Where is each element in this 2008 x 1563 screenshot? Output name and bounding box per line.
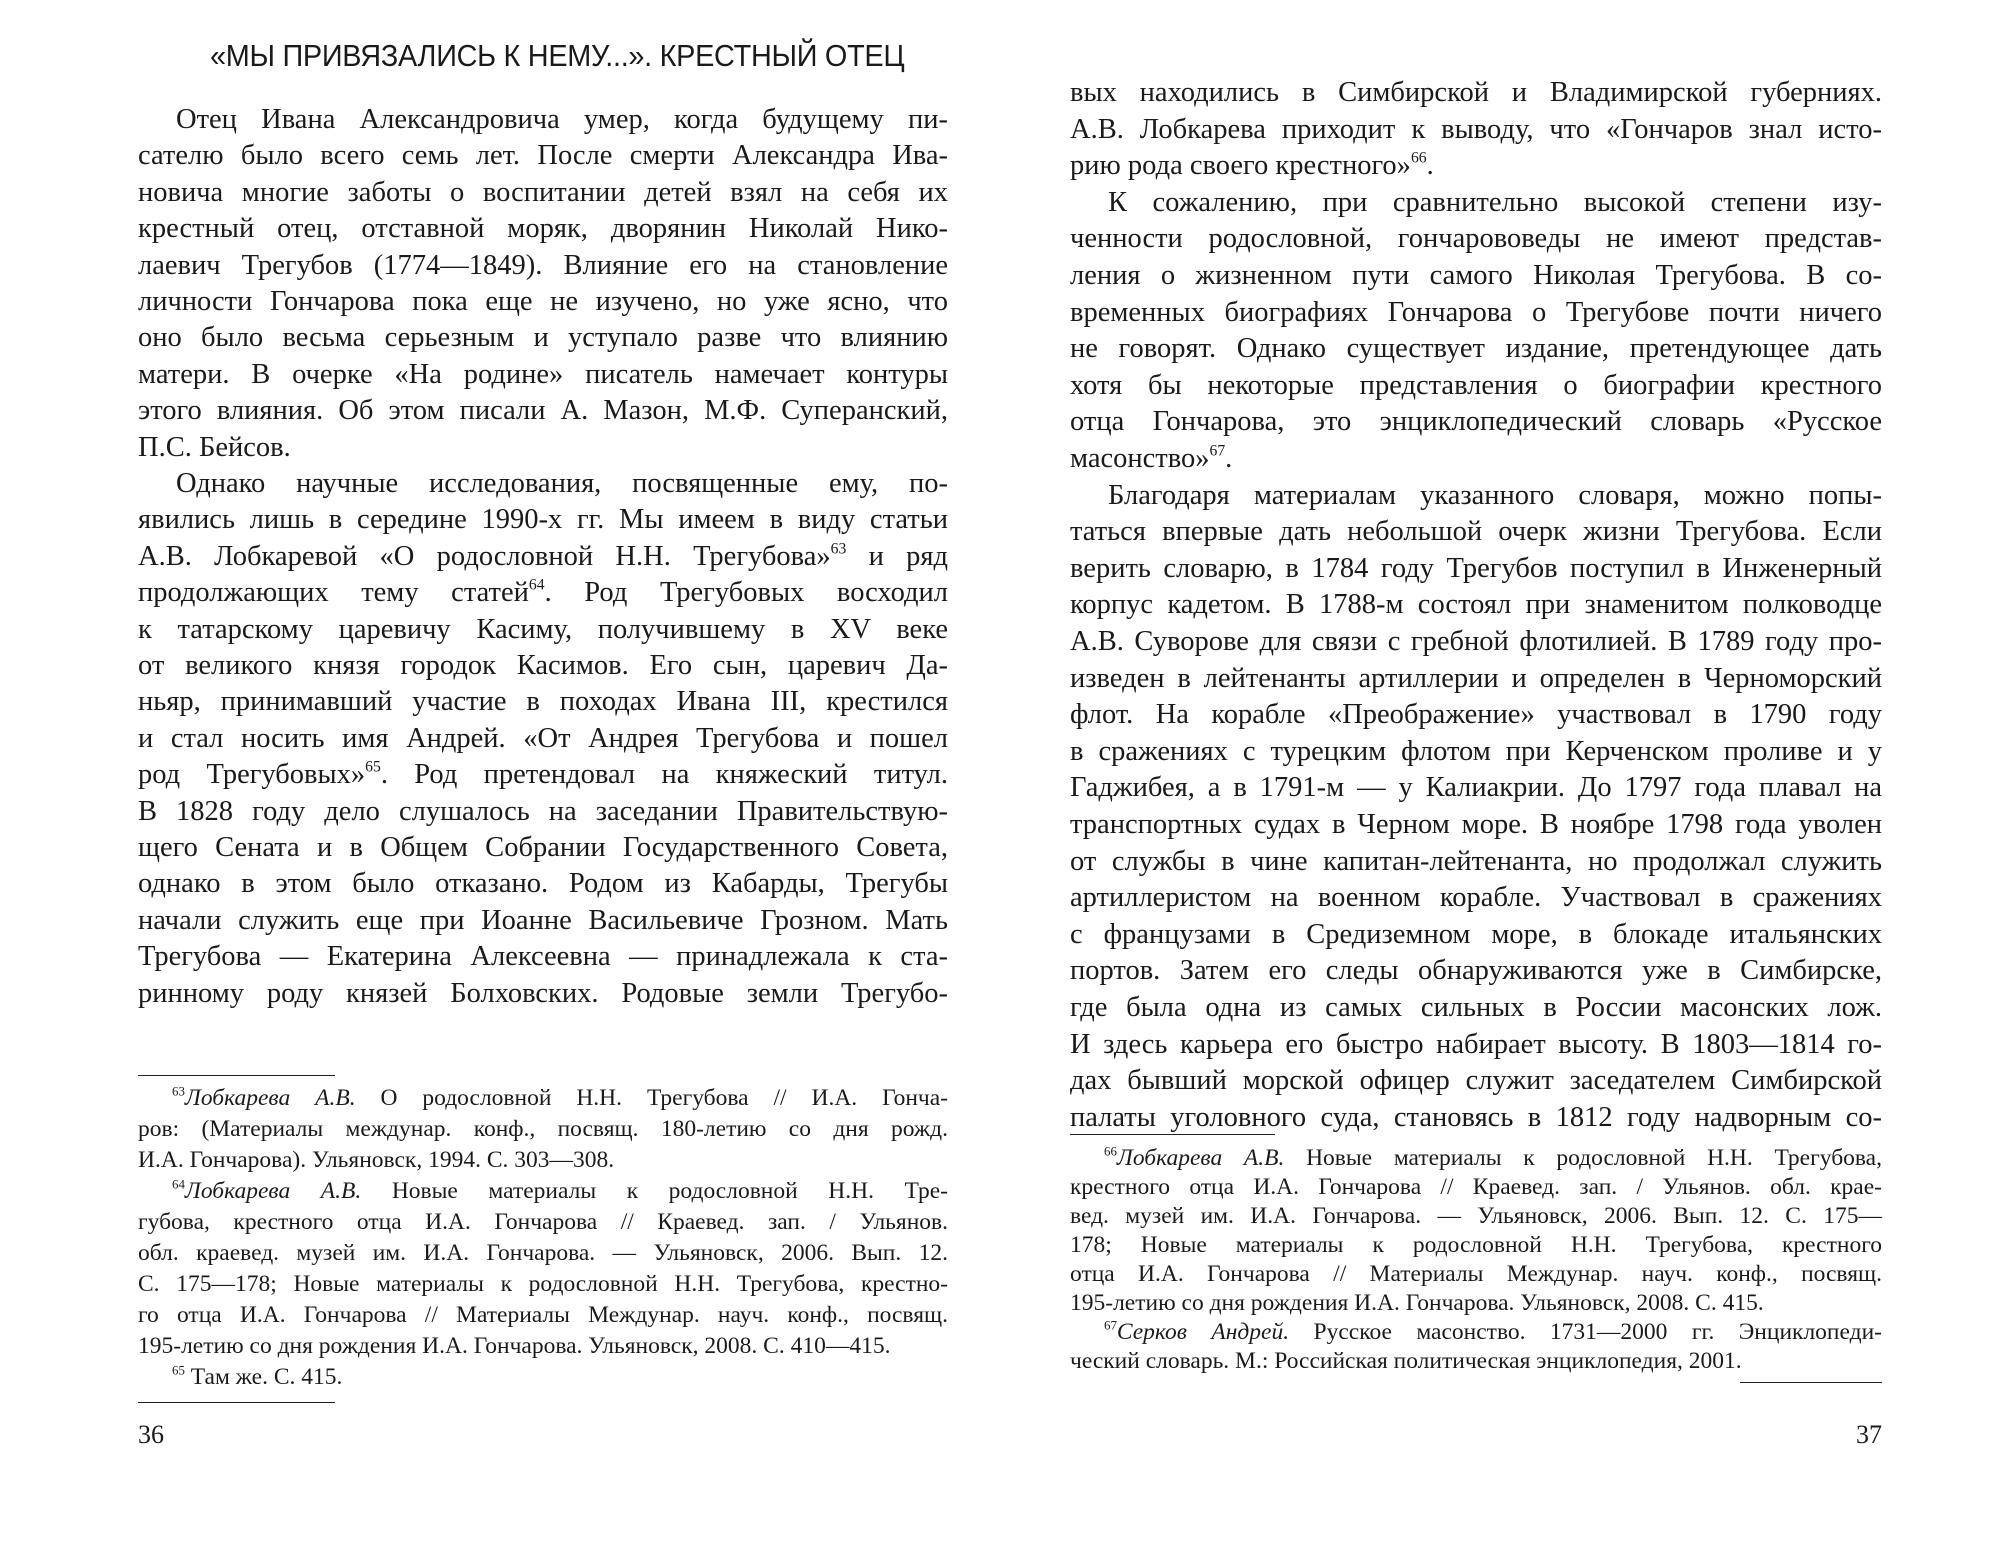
line-text: А.В. Лобкарева приходит к выводу, что «Гончаров знал исто- — [1070, 113, 1882, 145]
body-text-line — [138, 102, 948, 138]
body-text-line — [138, 320, 948, 356]
footnote-text: губова, крестного отца И.А. Гончарова // Краевед. зап. / Ульянов. — [138, 1209, 948, 1235]
footnote-line — [1070, 1230, 1882, 1260]
body-text-line — [138, 612, 948, 648]
body-text-line — [138, 357, 948, 393]
footnote-line — [138, 1083, 948, 1113]
footnote-text: ческий словарь. М.: Российская политическая энциклопедия, 2001. — [1070, 1348, 1742, 1374]
footnote-line — [138, 1362, 948, 1392]
footnote-line — [1070, 1346, 1882, 1376]
bottom-rule — [1740, 1382, 1882, 1383]
body-text-line — [138, 211, 948, 247]
line-text: портов. Затем его следы обнаруживаются уже в Симбирске, — [1070, 955, 1882, 987]
body-text-line — [1070, 1063, 1882, 1099]
footnote-line — [1070, 1259, 1882, 1289]
line-text: . Род Трегубовых восходил — [544, 577, 948, 609]
page-number: 36 — [138, 1420, 164, 1449]
line-text: корпус кадетом. В 1788-м состоял при знаменитом полководце — [1070, 589, 1882, 621]
left-page — [138, 0, 948, 1563]
body-text-line — [138, 248, 948, 284]
body-text-line — [1070, 990, 1882, 1026]
body-text-line — [1070, 770, 1882, 806]
footnote-text: ров: (Материалы междунар. конф., посвящ. 180-летию со дня рожд. — [138, 1116, 948, 1142]
footnote-text: обл. краевед. музей им. И.А. Гончарова. — Ульяновск, 2006. Вып. 12. — [138, 1240, 948, 1266]
body-text-line — [1070, 917, 1882, 953]
body-text-line — [1070, 441, 1882, 477]
line-text: А.В. Суворове для связи с гребной флотилией. В 1789 году про- — [1070, 626, 1882, 657]
line-text: изведен в лейтенанты артиллерии и определен в Черноморский — [1070, 662, 1882, 694]
body-text-line — [138, 684, 948, 720]
body-text-line — [1070, 1027, 1882, 1063]
line-text: и ряд — [846, 540, 948, 572]
body-text-line — [1070, 148, 1882, 184]
body-text-line — [1070, 112, 1882, 148]
footnote-number: 64 — [172, 1176, 185, 1192]
line-text: ченности родословной, гончарововеды не имеют представ- — [1070, 223, 1882, 255]
line-text: транспортных судах в Черном море. В ноябре 1798 года уволен — [1070, 809, 1882, 840]
chapter-title: «МЫ ПРИВЯЗАЛИСЬ К НЕМУ...». КРЕСТНЫЙ ОТЕЦ — [210, 38, 905, 73]
line-text: палаты уголовного суда, становясь в 1812 году надворным со- — [1070, 1101, 1882, 1133]
line-text: личности Гончарова пока еще не изучено, но уже ясно, что — [138, 286, 948, 317]
line-text: этого влияния. Об этом писали А. Мазон, М.Ф. Суперанский, — [138, 395, 948, 427]
line-text: где была одна из самых сильных в России масонских лож. — [1070, 992, 1882, 1023]
footnote-ref: 67 — [1209, 442, 1226, 460]
body-text-line — [1070, 221, 1882, 257]
line-text: флот. На корабле «Преображение» участвовал в 1790 году — [1070, 699, 1882, 731]
body-text-line — [138, 393, 948, 429]
body-text-line — [1070, 295, 1882, 331]
body-text-line — [138, 284, 948, 320]
footnote-line — [138, 1238, 948, 1268]
body-text-line — [1070, 258, 1882, 294]
line-text: в сражениях с турецким флотом при Керченском проливе и у — [1070, 735, 1882, 767]
footnote-author: Лобкарева А.В. — [1116, 1145, 1285, 1171]
line-text: и стал носить имя Андрей. «От Андрея Трегубова и пошел — [138, 722, 948, 754]
body-text-line — [138, 466, 948, 502]
line-text: от службы в чине капитан-лейтенанта, но продолжал служить — [1070, 845, 1882, 877]
footnote-line — [1070, 1317, 1882, 1347]
line-text: Гаджибея, а в 1791-м — у Калиакрии. До 1797 года плавал на — [1070, 772, 1882, 804]
body-text-line — [138, 575, 948, 611]
footnote-line — [1070, 1288, 1882, 1318]
line-text: ньяр, принимавший участие в походах Ивана III, крестился — [138, 686, 948, 718]
body-text-line — [1070, 404, 1882, 440]
line-text: Благодаря материалам указанного словаря, можно попы- — [1108, 479, 1882, 511]
body-text-line — [138, 430, 948, 466]
line-text: К сожалению, при сравнительно высокой степени изу- — [1108, 186, 1882, 218]
line-text: . — [1426, 150, 1434, 182]
body-text-line — [1070, 551, 1882, 587]
line-text: хотя бы некоторые представления о биографии крестного — [1070, 369, 1882, 401]
line-text: таться впервые дать небольшой очерк жизни Трегубова. Если — [1070, 516, 1882, 548]
footnote-ref: 64 — [528, 576, 545, 594]
line-text: масонство» — [1070, 443, 1210, 474]
footnote-line — [138, 1176, 948, 1206]
line-text: щего Сената и в Общем Собрании Государственного Совета, — [138, 832, 948, 863]
body-text-line — [1070, 331, 1882, 367]
body-text-line — [1070, 697, 1882, 733]
footnote-line — [138, 1145, 948, 1175]
line-text: верить словарю, в 1784 году Трегубов поступил в Инженерный — [1070, 552, 1882, 584]
footnote-text: крестного отца И.А. Гончарова // Краевед. зап. / Ульянов. обл. крае- — [1070, 1174, 1882, 1200]
line-text: род Трегубовых» — [138, 759, 366, 791]
body-text-line — [138, 976, 948, 1012]
body-text-line — [138, 794, 948, 830]
body-text-line — [1070, 185, 1882, 221]
footnote-text: отца И.А. Гончарова // Материалы Междунар. науч. конф., посвящ. — [1070, 1261, 1882, 1287]
footnote-text: 178; Новые материалы к родословной Н.Н. Трегубова, крестного — [1070, 1232, 1882, 1258]
body-text-line — [138, 175, 948, 211]
footnote-line — [138, 1207, 948, 1237]
body-text-line — [138, 903, 948, 939]
line-text: матери. В очерке «На родине» писатель намечает контуры — [138, 358, 948, 390]
line-text: П.С. Бейсов. — [138, 431, 291, 463]
body-text-line — [1070, 478, 1882, 514]
footnote-separator — [138, 1075, 335, 1076]
bottom-rule — [138, 1402, 335, 1403]
footnote-author: Лобкарева А.В. — [184, 1178, 362, 1204]
footnote-text: С. 175—178; Новые материалы к родословной Н.Н. Трегубова, крестно- — [138, 1271, 948, 1297]
footnote-line — [138, 1114, 948, 1144]
body-text-line — [1070, 880, 1882, 916]
body-text-line — [1070, 368, 1882, 404]
footnote-text: Там же. С. 415. — [184, 1364, 343, 1390]
body-text-line — [1070, 587, 1882, 623]
body-text-line — [138, 721, 948, 757]
body-text-line — [1070, 953, 1882, 989]
line-text: В 1828 году дело слушалось на заседании Правительствую- — [138, 795, 948, 827]
body-text-line — [138, 138, 948, 174]
line-text: отца Гончарова, это энциклопедический словарь «Русское — [1070, 406, 1882, 438]
line-text: рию рода своего крестного» — [1070, 150, 1411, 182]
line-text: оно было весьма серьезным и уступало разве что влиянию — [138, 322, 948, 354]
body-text-line — [1070, 75, 1882, 111]
line-text: Отец Ивана Александровича умер, когда будущему пи- — [176, 104, 948, 135]
line-text: новича многие заботы о воспитании детей взял на себя их — [138, 176, 948, 208]
footnote-line — [138, 1331, 948, 1361]
footnote-line — [1070, 1172, 1882, 1202]
footnote-text: О родословной Н.Н. Трегубова // И.А. Гонча- — [355, 1085, 949, 1111]
footnote-line — [138, 1269, 948, 1299]
footnote-number: 66 — [1104, 1143, 1117, 1159]
footnote-number: 67 — [1104, 1317, 1117, 1333]
footnote-text: вед. музей им. И.А. Гончарова. — Ульяновск, 2006. Вып. 12. С. 175— — [1070, 1203, 1882, 1229]
body-text-line — [138, 830, 948, 866]
footnote-author: Серков Андрей. — [1116, 1319, 1290, 1345]
body-text-line — [138, 939, 948, 975]
line-text: сателю было всего семь лет. После смерти Александра Ива- — [138, 140, 948, 172]
line-text: временных биографиях Гончарова о Трегубове почти ничего — [1070, 296, 1882, 328]
footnote-text: Новые материалы к родословной Н.Н. Тре- — [361, 1178, 948, 1204]
body-text-line — [138, 757, 948, 793]
line-text: крестный отец, отставной моряк, дворянин Николай Нико- — [138, 213, 948, 245]
body-text-line — [1070, 844, 1882, 880]
footnote-author: Лобкарева А.В. — [184, 1085, 356, 1111]
body-text-line — [1070, 514, 1882, 550]
right-page — [1070, 0, 1882, 1563]
line-text: не говорят. Однако существует издание, претендующее дать — [1070, 333, 1882, 365]
line-text: Трегубова — Екатерина Алексеевна — принадлежала к ста- — [138, 941, 948, 973]
line-text: ринному роду князей Болховских. Родовые земли Трегубо- — [138, 977, 948, 1009]
footnote-number: 63 — [172, 1083, 185, 1099]
footnote-line — [1070, 1143, 1882, 1173]
line-text: Однако научные исследования, посвященные ему, по- — [176, 468, 948, 499]
body-text-line — [138, 866, 948, 902]
footnote-ref: 63 — [830, 540, 847, 558]
page-number: 37 — [1856, 1420, 1882, 1449]
line-text: А.В. Лобкаревой «О родословной Н.Н. Трегубова» — [138, 540, 831, 572]
line-text: явились лишь в середине 1990-х гг. Мы имеем в виду статьи — [138, 504, 948, 536]
line-text: ления о жизненном пути самого Николая Трегубова. В со- — [1070, 260, 1882, 291]
body-text-line — [1070, 661, 1882, 697]
line-text: . — [1225, 443, 1233, 474]
footnote-text: И.А. Гончарова). Ульяновск, 1994. С. 303—308. — [138, 1147, 615, 1173]
footnote-line — [1070, 1201, 1882, 1231]
footnote-ref: 66 — [1410, 149, 1427, 167]
footnote-text: 195-летию со дня рождения И.А. Гончарова. Ульяновск, 2008. С. 410—415. — [138, 1333, 891, 1359]
footnote-text: Новые материалы к родословной Н.Н. Трегубова, — [1284, 1145, 1882, 1171]
footnote-number: 65 — [172, 1362, 185, 1378]
footnote-text: 195-летию со дня рождения И.А. Гончарова. Ульяновск, 2008. С. 415. — [1070, 1290, 1764, 1316]
footnote-text: Русское масонство. 1731—2000 гг. Энциклопеди- — [1289, 1319, 1882, 1345]
body-text-line — [1070, 1100, 1882, 1136]
line-text: дах бывший морской офицер служит заседателем Симбирской — [1070, 1065, 1882, 1097]
line-text: . Род претендовал на княжеский титул. — [380, 759, 948, 791]
footnote-line — [138, 1300, 948, 1330]
body-text-line — [1070, 624, 1882, 660]
line-text: от великого князя городок Касимов. Его сын, царевич Да- — [138, 650, 948, 681]
line-text: продолжающих тему статей — [138, 577, 529, 609]
line-text: вых находились в Симбирской и Владимирской губерниях. — [1070, 77, 1882, 108]
body-text-line — [138, 648, 948, 684]
line-text: начали служить еще при Иоанне Васильевиче Грозном. Мать — [138, 904, 948, 936]
body-text-line — [1070, 807, 1882, 843]
body-text-line — [138, 539, 948, 575]
body-text-line — [1070, 734, 1882, 770]
line-text: лаевич Трегубов (1774—1849). Влияние его на становление — [138, 249, 948, 281]
line-text: к татарскому царевичу Касиму, получившему в XV веке — [138, 613, 948, 645]
line-text: однако в этом было отказано. Родом из Кабарды, Трегубы — [138, 868, 948, 900]
footnote-ref: 65 — [365, 758, 381, 776]
line-text: И здесь карьера его быстро набирает высоту. В 1803—1814 го- — [1070, 1028, 1882, 1060]
body-text-line — [138, 502, 948, 538]
line-text: с французами в Средиземном море, в блокаде итальянских — [1070, 918, 1882, 950]
line-text: артиллеристом на военном корабле. Участвовал в сражениях — [1070, 882, 1882, 914]
footnote-text: го отца И.А. Гончарова // Материалы Междунар. науч. конф., посвящ. — [138, 1302, 948, 1328]
